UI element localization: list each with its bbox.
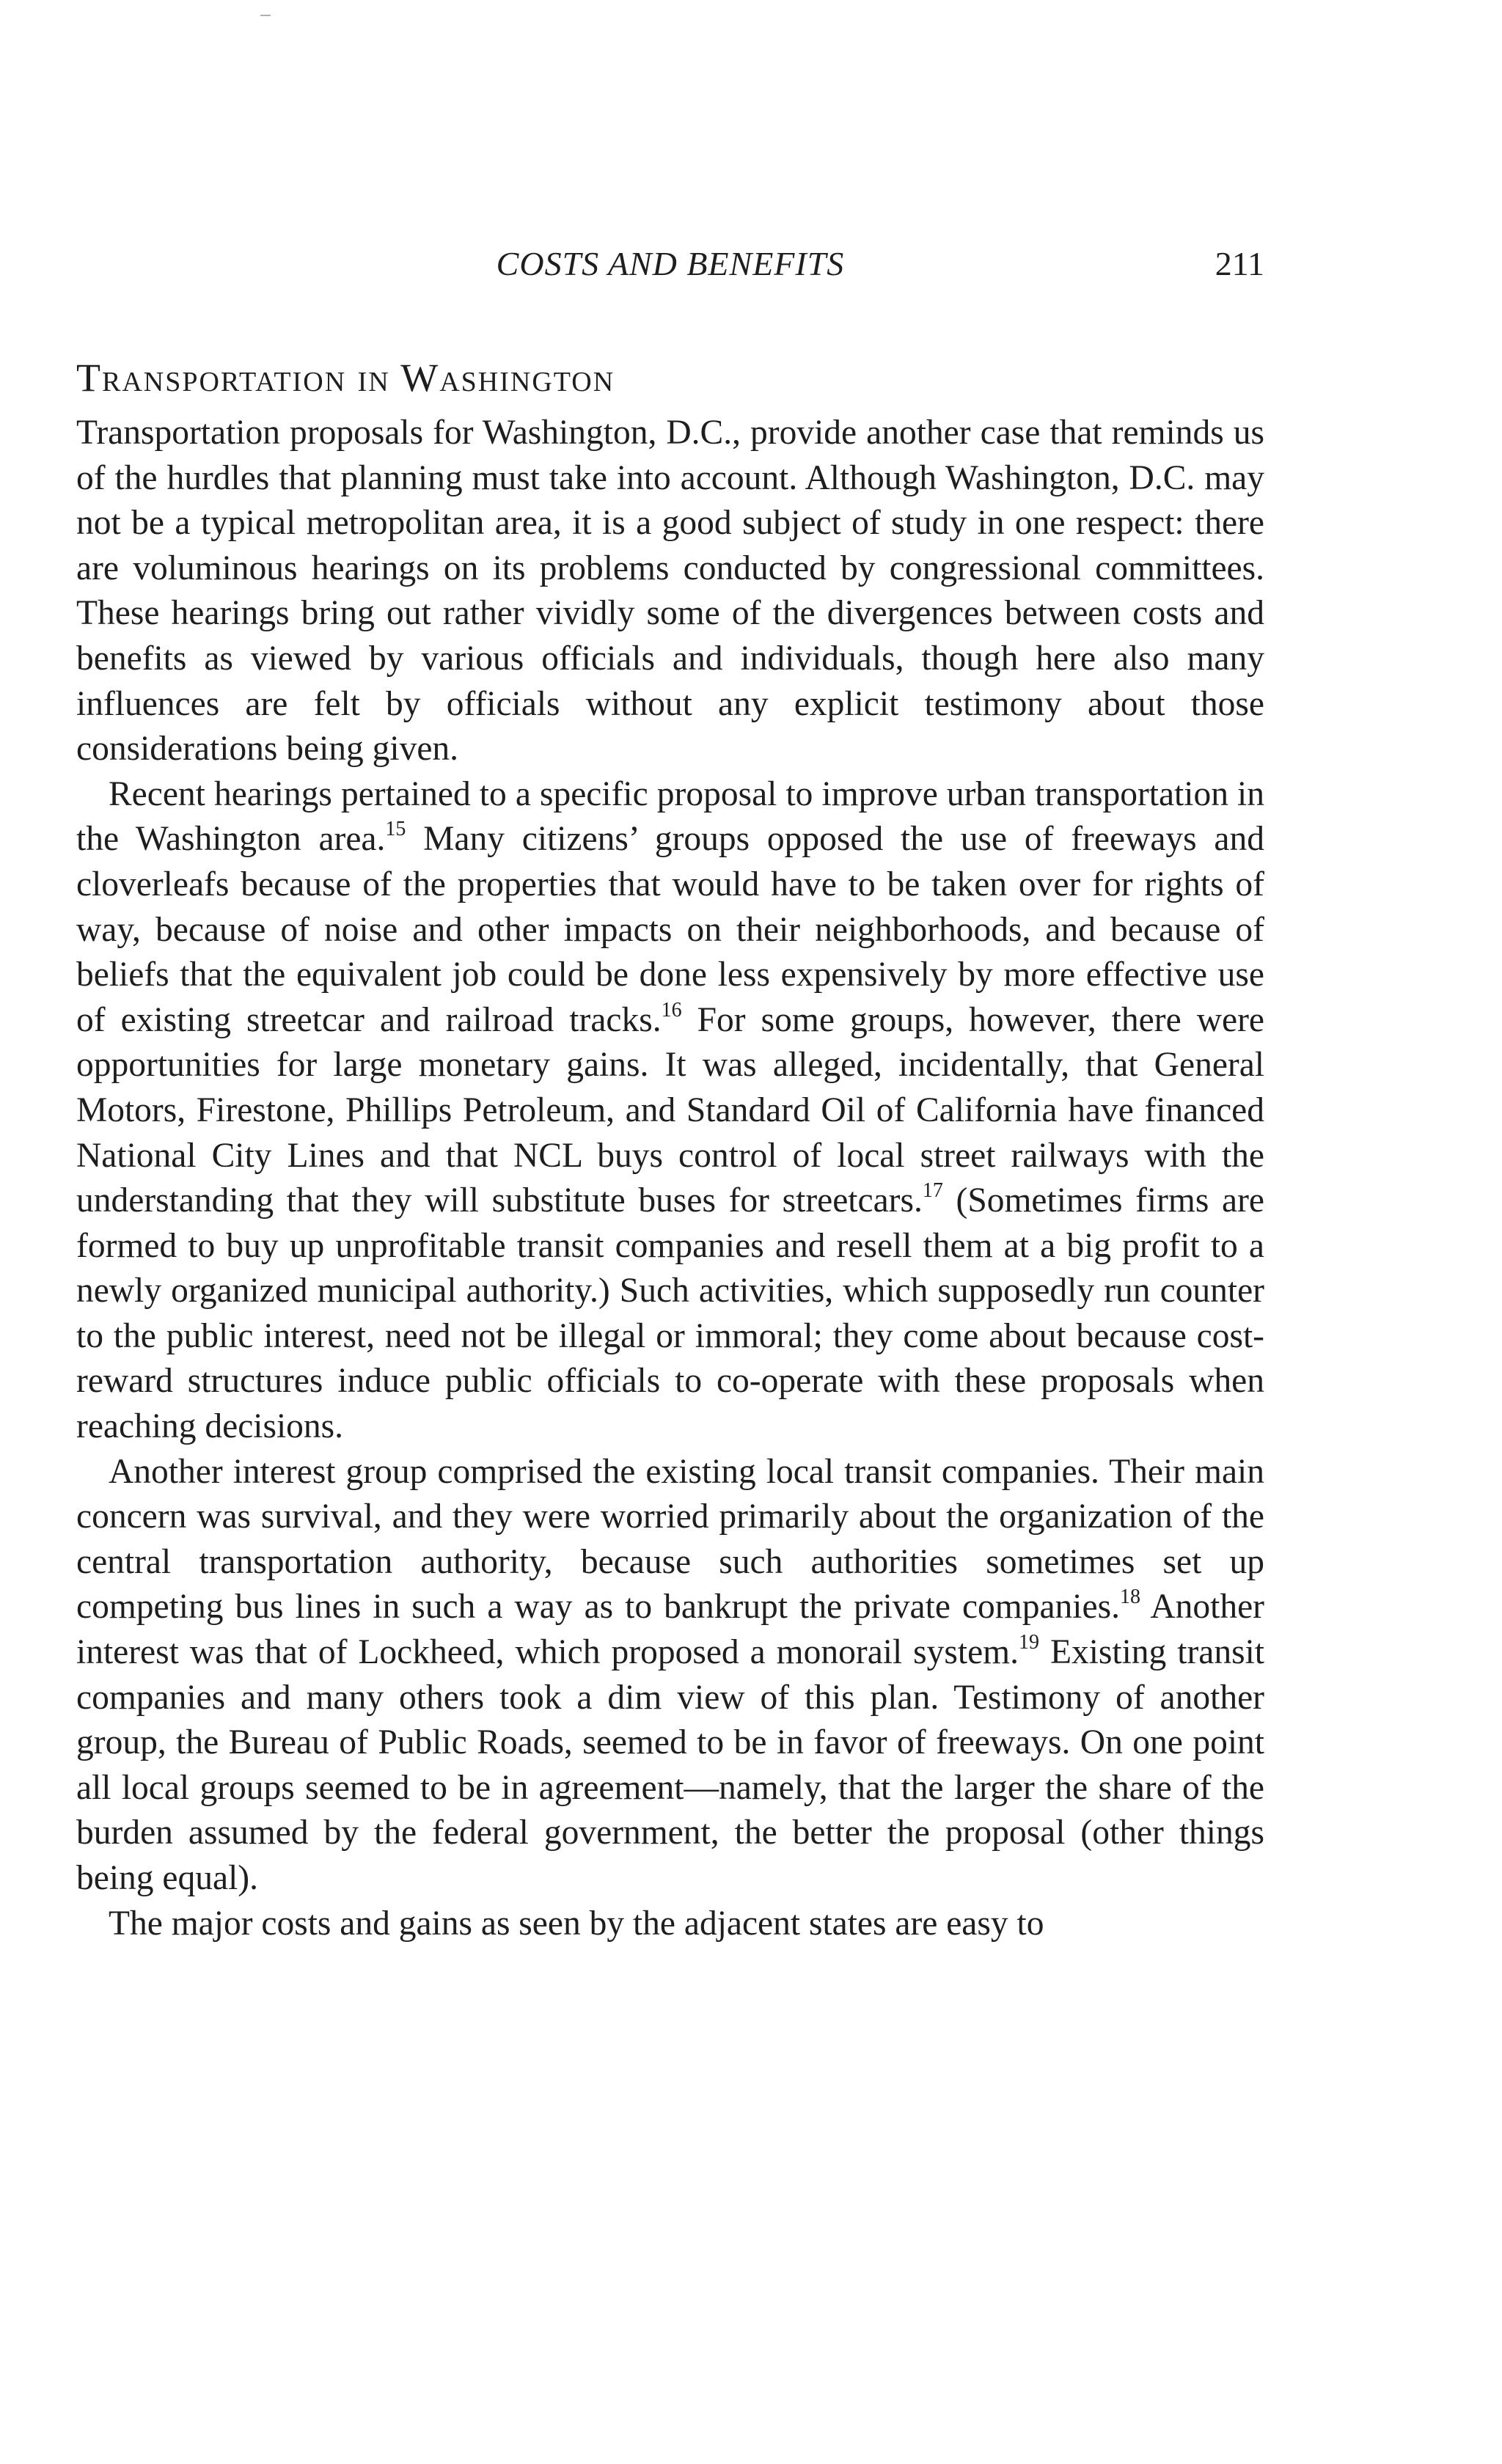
footnote-ref-16: 16 bbox=[661, 998, 682, 1022]
paragraph-text: Transportation proposals for Washington, D.C., provide another case that reminds us of the hurdles that planning must take into account. Although Washington, D.C. may not be a typical metropolitan area, it is a good subject of study in one respect: there are voluminous hearings on its problems conducted by congressional committees. These hearings bring out rather vividly some of the divergences between costs and benefits as viewed by various officials and individuals, though here also many influences are felt by officials without any explicit testimony about those considerations being given. bbox=[76, 414, 1264, 769]
body-text bbox=[76, 411, 1264, 1946]
footnote-ref-19: 19 bbox=[1018, 1631, 1039, 1654]
paragraph-2 bbox=[76, 772, 1264, 1450]
page-number: 211 bbox=[1215, 245, 1264, 282]
paragraph-4 bbox=[76, 1902, 1264, 1947]
paragraph-text: For some groups, however, there were opportunities for large monetary gains. It was alleged, incidentally, that General Motors, Firestone, Phillips Petroleum, and Standard Oil of California have financed National City Lines and that NCL buys control of local street railways with the understanding that they will substitute buses for streetcars. bbox=[76, 1000, 1264, 1220]
paragraph-text: (Sometimes firms are formed to buy up unprofitable transit companies and resell them at a big profit to a newly organized municipal authority.) Such activities, which supposedly run counter to the public interest, need not be illegal or immoral; they come about because cost-reward structures induce public officials to co-operate with these proposals when reaching decisions. bbox=[76, 1181, 1264, 1446]
paragraph-text: Another interest was that of Lockheed, which proposed a monorail system. bbox=[76, 1588, 1265, 1672]
footnote-ref-18: 18 bbox=[1119, 1585, 1140, 1609]
section-heading: Transportation in Washington bbox=[76, 356, 615, 400]
footnote-ref-17: 17 bbox=[922, 1179, 943, 1203]
paragraph-text: Another interest group comprised the existing local transit companies. Their main concern was survival, and they were worried primarily about the organization of the central transportation authority, because such authorities sometimes set up competing bus lines in such a way as to bankrupt the private companies. bbox=[76, 1452, 1264, 1627]
paragraph-text: Recent hearings pertained to a specific proposal to improve urban transportation in the Washington area. bbox=[76, 774, 1264, 859]
scan-artifact-mark bbox=[260, 15, 271, 16]
paragraph-1 bbox=[76, 411, 1264, 772]
footnote-ref-15: 15 bbox=[385, 818, 406, 841]
paragraph-text: Existing transit companies and many others took a dim view of this plan. Testimony of another group, the Bureau of Public Roads, seemed to be in favor of freeways. On one point all local groups seemed to be in agreement—namely, that the larger the share of the burden assumed by the federal government, the better the proposal (other things being equal). bbox=[76, 1633, 1264, 1897]
running-head bbox=[76, 242, 1264, 286]
paragraph-3 bbox=[76, 1450, 1264, 1902]
running-head-title: COSTS AND BENEFITS bbox=[496, 245, 845, 282]
paragraph-text: The major costs and gains as seen by the adjacent states are easy to bbox=[109, 1904, 1044, 1943]
paragraph-text: Many citizens’ groups opposed the use of freeways and cloverleafs because of the properties that would have to be taken over for rights of way, because of noise and other impacts on their neighborhoods, and because of beliefs that the equivalent job could be done less expensively by more effective use of existing streetcar and railroad tracks. bbox=[76, 820, 1264, 1039]
